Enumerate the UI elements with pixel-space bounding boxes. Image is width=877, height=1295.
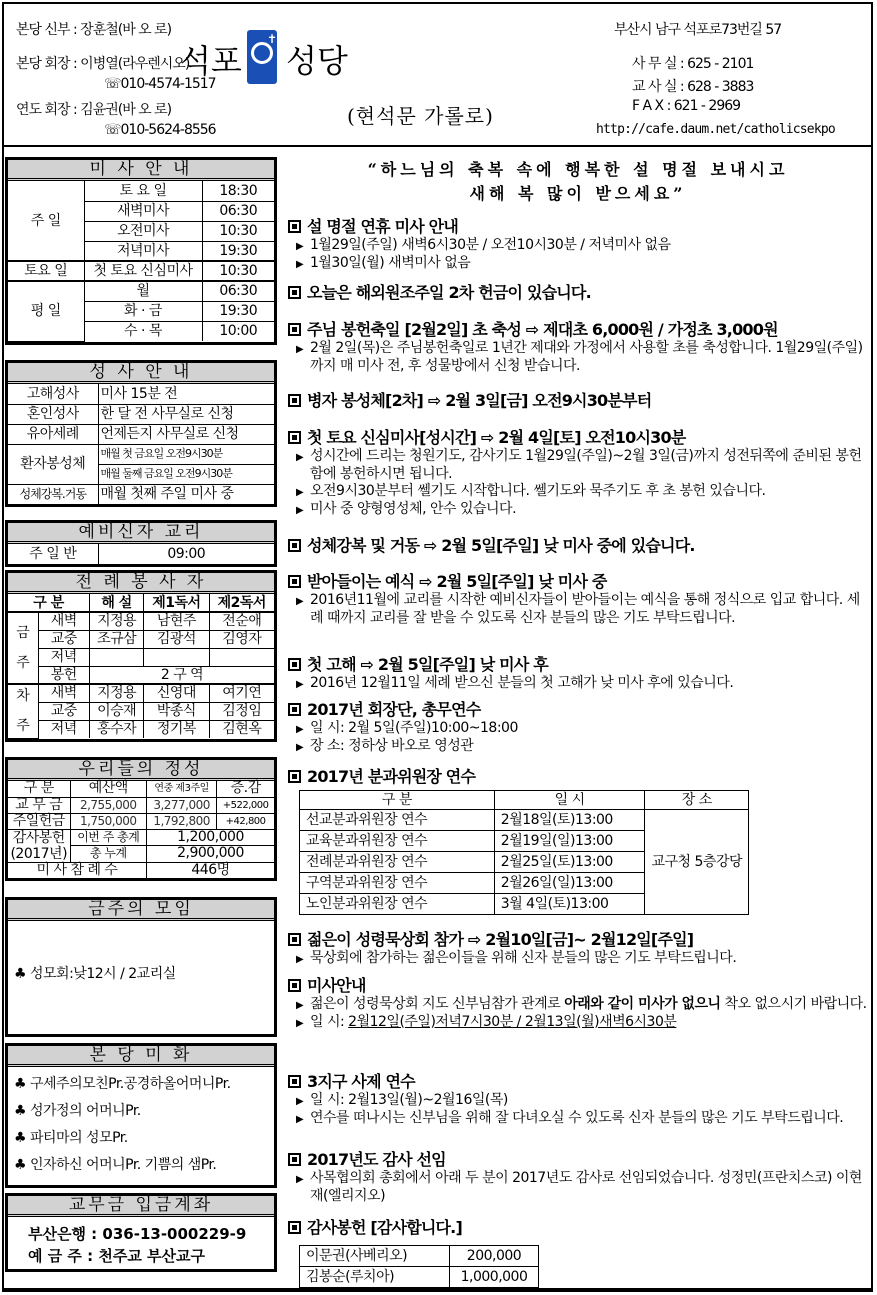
bullet-text: 장 소: 정하상 바오로 영성관 bbox=[310, 738, 474, 754]
yeondo-label: 연도 회장 : bbox=[16, 102, 77, 118]
bullet-item bbox=[288, 1170, 868, 1205]
donor-amount: 200,000 bbox=[450, 1246, 539, 1267]
announcement-section bbox=[288, 655, 868, 693]
sacrament-box bbox=[5, 360, 277, 507]
bullet-item bbox=[288, 483, 868, 501]
server-name: 정기복 bbox=[144, 720, 209, 738]
server-name: 여기연 bbox=[209, 684, 274, 702]
bullet-text: 2월 2일(목)은 주님봉헌축일로 1년간 제대와 가정에서 사용할 초를 축성합니다. 1월29일(주일)까지 매 미사 전, 후 성물방에서 신청 받습니다. bbox=[310, 340, 863, 374]
col-header: 구 분 bbox=[300, 791, 495, 810]
bullet-item bbox=[288, 1092, 868, 1110]
mass-schedule-box bbox=[5, 157, 277, 345]
square-bullet-icon bbox=[288, 286, 301, 299]
sacrament-info: 언제든지 사무실로 신청 bbox=[98, 424, 274, 444]
section-title bbox=[288, 217, 868, 237]
section-title bbox=[288, 428, 868, 448]
section-title-text: 젊은이 성령묵상회 참가 ⇨ 2월10일[금]~ 2월12일[주일] bbox=[307, 930, 694, 949]
announcement-section bbox=[288, 700, 868, 756]
flower-item: ♣ 성가정의 어머니Pr. bbox=[14, 1103, 141, 1119]
service-slot: 교중 bbox=[38, 702, 90, 720]
bullet-text: 묵상회에 참가하는 젊은이들을 위해 신자 분들의 많은 기도 부탁드립니다. bbox=[310, 950, 737, 966]
training-name: 선교분과위원장 연수 bbox=[300, 810, 495, 831]
church-title-left: 석포 bbox=[180, 42, 242, 80]
catechumen-box bbox=[5, 520, 277, 567]
change: +522,000 bbox=[217, 797, 274, 813]
service-slot: 새벽 bbox=[38, 612, 90, 630]
cafe-link[interactable]: http://cafe.daum.net/catholicsekpo bbox=[596, 122, 835, 137]
training-row bbox=[300, 810, 749, 831]
priest-name: 장훈철(바 오 로) bbox=[80, 22, 172, 38]
training-date: 3월 4일(토)13:00 bbox=[494, 894, 645, 915]
bullet-text: 아래와 같이 미사가 없으니 bbox=[564, 996, 721, 1012]
col-header: 해 설 bbox=[90, 594, 144, 612]
section-title bbox=[288, 976, 868, 996]
bullet-text: 미사 중 양형영성체, 안수 있습니다. bbox=[310, 501, 517, 517]
mass-time: 10:30 bbox=[202, 221, 274, 241]
flower-item: ♣ 구세주의모친Pr.공경하올어머니Pr. bbox=[14, 1076, 231, 1092]
donor-amount: 1,000,000 bbox=[450, 1267, 539, 1288]
total-label: 총 누계 bbox=[70, 846, 147, 863]
header bbox=[4, 4, 871, 147]
thanks-offering-label bbox=[8, 829, 70, 862]
bullet-item bbox=[288, 996, 868, 1014]
contact-value: 621 - 2969 bbox=[673, 98, 741, 114]
mass-schedule-table bbox=[8, 181, 274, 342]
bullet-item bbox=[288, 592, 868, 627]
president bbox=[16, 53, 189, 73]
col-header: 구 분 bbox=[8, 781, 70, 797]
contact-label: 사 무 실 : bbox=[632, 56, 684, 72]
bank-account: 부산은행 : 036-13-000229-9 bbox=[28, 1225, 247, 1243]
triangle-bullet-icon: ▶ bbox=[296, 596, 304, 607]
sacrament-info: 한 달 전 사무실로 신청 bbox=[98, 404, 274, 424]
bullet-text: 2016년 12월11일 세례 받으신 분들의 첫 고해가 낮 미사 후에 있습니다. bbox=[310, 675, 734, 691]
mass-name: 새벽미사 bbox=[84, 201, 202, 221]
sacrament-table bbox=[8, 384, 274, 504]
server-name: 홍수자 bbox=[90, 720, 144, 738]
announcement-section bbox=[288, 1072, 868, 1128]
greeting-line: 새해 복 많이 받으세요” bbox=[469, 184, 687, 203]
section-title-text: 설 명절 연휴 미사 안내 bbox=[307, 217, 458, 236]
attendance-label: 미 사 참 례 수 bbox=[8, 862, 147, 878]
server-name: 신영대 bbox=[144, 684, 209, 702]
bullet-text: 일 시: bbox=[310, 1014, 349, 1030]
bullet-item bbox=[288, 340, 868, 375]
donor-table-wrap bbox=[299, 1245, 539, 1288]
contact-label: F A X : bbox=[632, 98, 671, 114]
liturgy-box bbox=[5, 570, 277, 742]
church-title-right: 성당 bbox=[286, 42, 348, 80]
flower-box bbox=[5, 1043, 277, 1188]
attendance-value: 446명 bbox=[147, 862, 275, 878]
bullet-text: 성시간에 드리는 청원기도, 감사기도 1월29일(주일)~2월 3일(금)까지 성전뒤쪽에 준비된 봉헌함에 봉헌하시면 됩니다. bbox=[310, 448, 862, 482]
col-header: 제1독서 bbox=[144, 594, 209, 612]
square-bullet-icon bbox=[288, 575, 301, 588]
flower-title: 본 당 미 화 bbox=[8, 1046, 274, 1067]
section-title-text: 첫 고해 ⇨ 2월 5일[주일] 낮 미사 후 bbox=[307, 655, 548, 674]
square-bullet-icon bbox=[288, 394, 301, 407]
training-name: 구역분과위원장 연수 bbox=[300, 873, 495, 894]
bullet-text: 사목협의회 총회에서 아래 두 분이 2017년도 감사로 선임되었습니다. 성정민(프란치스코) 이현재(엘리지오) bbox=[310, 1170, 862, 1204]
section-title bbox=[288, 572, 868, 592]
meeting-box bbox=[5, 897, 277, 1037]
training-name: 교육분과위원장 연수 bbox=[300, 831, 495, 852]
server-name: 박종식 bbox=[144, 702, 209, 720]
announcement-section bbox=[288, 217, 868, 273]
mass-name: 수 · 목 bbox=[84, 321, 202, 341]
training-table bbox=[299, 790, 749, 915]
flower-item: ♣ 파티마의 성모Pr. bbox=[14, 1130, 128, 1146]
mass-name: 화 · 금 bbox=[84, 301, 202, 321]
bullet-item bbox=[288, 675, 868, 693]
actual: 3,277,000 bbox=[147, 797, 217, 813]
group-saturday: 토요 일 bbox=[8, 261, 84, 281]
mass-name: 저녁미사 bbox=[84, 241, 202, 261]
training-place: 교구청 5층강당 bbox=[645, 810, 749, 915]
new-year-greeting bbox=[288, 158, 868, 206]
triangle-bullet-icon: ▶ bbox=[296, 1000, 304, 1011]
triangle-bullet-icon: ▶ bbox=[296, 679, 304, 690]
announcement-section bbox=[288, 1218, 868, 1238]
section-title-text: 주님 봉헌축일 [2월2일] 초 축성 ⇨ 제대초 6,000원 / 가정초 3,000원 bbox=[307, 320, 778, 339]
bullet-text: 일 시: 2월 5일(주일)10:00~18:00 bbox=[310, 720, 518, 736]
bullet-item bbox=[288, 738, 868, 756]
section-title bbox=[288, 1218, 868, 1238]
announcement-section bbox=[288, 976, 868, 1032]
sacrament-info: 매월 첫째 주일 미사 중 bbox=[98, 484, 274, 504]
service-slot: 새벽 bbox=[38, 684, 90, 702]
week-label: 이번 주 총계 bbox=[70, 829, 147, 846]
mass-time: 19:30 bbox=[202, 301, 274, 321]
bullet-text: 1월30일(월) 새벽미사 없음 bbox=[310, 255, 471, 271]
section-title bbox=[288, 700, 868, 720]
bullet-text: 젊은이 성령묵상회 지도 신부님참가 관계로 bbox=[310, 996, 565, 1012]
mass-name: 토 요 일 bbox=[84, 181, 202, 201]
offering-category: 교 무 금 bbox=[8, 797, 70, 813]
contact-teacher bbox=[632, 76, 753, 96]
announcement-section bbox=[288, 930, 868, 968]
server-name: 지정용 bbox=[90, 612, 144, 630]
mass-schedule-title: 미 사 안 내 bbox=[8, 160, 274, 181]
meeting-title: 금주의 모임 bbox=[8, 900, 274, 921]
group-sunday: 주 일 bbox=[8, 181, 84, 261]
square-bullet-icon bbox=[288, 770, 301, 783]
contact-fax bbox=[632, 98, 740, 114]
president-phone: ☏010-4574-1517 bbox=[104, 76, 216, 92]
col-header: 제2독서 bbox=[209, 594, 274, 612]
square-bullet-icon bbox=[288, 220, 301, 233]
triangle-bullet-icon: ▶ bbox=[296, 1174, 304, 1185]
section-title bbox=[288, 655, 868, 675]
bullet-item bbox=[288, 501, 868, 519]
triangle-bullet-icon: ▶ bbox=[296, 241, 304, 252]
triangle-bullet-icon: ▶ bbox=[296, 487, 304, 498]
section-title bbox=[288, 536, 868, 556]
mass-name: 오전미사 bbox=[84, 221, 202, 241]
sacrament-title: 성 사 안 내 bbox=[8, 363, 274, 384]
bullet-item bbox=[288, 1014, 868, 1032]
actual: 1,792,800 bbox=[147, 813, 217, 829]
sacrament-name: 유아세례 bbox=[8, 424, 98, 444]
mass-time: 18:30 bbox=[202, 181, 274, 201]
bullet-text: 오전9시30분부터 쎌기도 시작합니다. 쎌기도와 묵주기도 후 초 봉헌 있습니다. bbox=[310, 483, 766, 499]
account-holder: 예 금 주 : 천주교 부산교구 bbox=[28, 1247, 206, 1265]
sacrament-name: 환자봉성체 bbox=[8, 444, 98, 484]
thanks-label: 감사봉헌 bbox=[12, 829, 65, 846]
catechumen-time: 09:00 bbox=[98, 544, 274, 564]
training-table-wrap bbox=[299, 790, 749, 915]
donor-name: 이문권(사베리오) bbox=[300, 1246, 450, 1267]
training-date: 2월25일(토)13:00 bbox=[494, 852, 645, 873]
bullet-text: 2월12일(주일)저녁7시30분 / 2월13일(월)새벽6시30분 bbox=[348, 1014, 677, 1030]
service-slot: 저녁 bbox=[38, 648, 90, 666]
server-name: 조규삼 bbox=[90, 630, 144, 648]
training-date: 2월26일(일)13:00 bbox=[494, 873, 645, 894]
mass-time: 10:30 bbox=[202, 261, 274, 281]
square-bullet-icon bbox=[288, 539, 301, 552]
section-title-text: 2017년 분과위원장 연수 bbox=[307, 767, 476, 786]
budget: 2,755,000 bbox=[70, 797, 147, 813]
yeondo-phone: ☏010-5624-8556 bbox=[104, 122, 216, 138]
account-title: 교무금 입금계좌 bbox=[8, 1196, 274, 1217]
server-name: 김영자 bbox=[209, 630, 274, 648]
section-title-text: 받아들이는 예식 ⇨ 2월 5일[주일] 낮 미사 중 bbox=[307, 572, 607, 591]
contact-value: 628 - 3883 bbox=[687, 79, 754, 95]
server-name: 김광석 bbox=[144, 630, 209, 648]
section-title bbox=[288, 1072, 868, 1092]
sacrament-info: 매월 둘째 금요일 오전9시30분 bbox=[98, 464, 274, 484]
server-name bbox=[90, 648, 144, 666]
triangle-bullet-icon: ▶ bbox=[296, 1096, 304, 1107]
church-logo: ✝ bbox=[247, 30, 277, 84]
server-name: 지정용 bbox=[90, 684, 144, 702]
section-title-text: 2017년도 감사 선임 bbox=[307, 1150, 446, 1169]
total-value: 2,900,000 bbox=[147, 846, 275, 863]
group-weekday: 평 일 bbox=[8, 281, 84, 341]
square-bullet-icon bbox=[288, 1075, 301, 1088]
square-bullet-icon bbox=[288, 703, 301, 716]
triangle-bullet-icon: ▶ bbox=[296, 1018, 304, 1029]
liturgy-title: 전 례 봉 사 자 bbox=[8, 573, 274, 594]
sacrament-name: 성체강복.거동 bbox=[8, 484, 98, 504]
bullet-item bbox=[288, 1110, 868, 1128]
address: 부산시 남구 석포로73번길 57 bbox=[614, 22, 782, 38]
change: +42,800 bbox=[217, 813, 274, 829]
col-header: 예산액 bbox=[70, 781, 147, 797]
meeting-item: ♣ 성모회:낮12시 / 2교리실 bbox=[14, 966, 176, 982]
square-bullet-icon bbox=[288, 658, 301, 671]
col-header: 장 소 bbox=[645, 791, 749, 810]
server-name bbox=[144, 648, 209, 666]
square-bullet-icon bbox=[288, 323, 301, 336]
offering-table bbox=[8, 781, 274, 878]
bullet-text: 일 시: 2월13일(월)~2월16일(목) bbox=[310, 1092, 508, 1108]
yeondo-name: 김윤권(바 오 로) bbox=[80, 102, 172, 118]
announcement-section bbox=[288, 536, 868, 556]
offering-district: 2 구 역 bbox=[90, 666, 274, 684]
announcement-section bbox=[288, 283, 868, 303]
contact-value: 625 - 2101 bbox=[687, 56, 754, 72]
triangle-bullet-icon: ▶ bbox=[296, 505, 304, 516]
announcement-section bbox=[288, 320, 868, 375]
col-header: 증.감 bbox=[217, 781, 274, 797]
training-date: 2월19일(일)13:00 bbox=[494, 831, 645, 852]
training-name: 노인분과위원장 연수 bbox=[300, 894, 495, 915]
square-bullet-icon bbox=[288, 1153, 301, 1166]
triangle-bullet-icon: ▶ bbox=[296, 1114, 304, 1125]
triangle-bullet-icon: ▶ bbox=[296, 452, 304, 463]
server-name: 전순애 bbox=[209, 612, 274, 630]
service-slot: 봉헌 bbox=[38, 666, 90, 684]
donor-row bbox=[300, 1246, 539, 1267]
priest bbox=[16, 19, 171, 39]
server-name: 김정임 bbox=[209, 702, 274, 720]
section-title-text: 성체강복 및 거동 ⇨ 2월 5일[주일] 낮 미사 중에 있습니다. bbox=[307, 536, 695, 555]
contact-label: 교 사 실 : bbox=[632, 79, 684, 95]
president-label: 본당 회장 : bbox=[16, 56, 77, 72]
offering-title: 우리들의 정성 bbox=[8, 760, 274, 781]
server-name: 김현옥 bbox=[209, 720, 274, 738]
section-title-text: 미사안내 bbox=[307, 976, 366, 995]
mass-time: 19:30 bbox=[202, 241, 274, 261]
section-title-text: 첫 토요 신심미사[성시간] ⇨ 2월 4일[토] 오전10시30분 bbox=[307, 428, 686, 447]
section-title bbox=[288, 283, 868, 303]
section-title bbox=[288, 930, 868, 950]
triangle-bullet-icon: ▶ bbox=[296, 954, 304, 965]
service-slot: 교중 bbox=[38, 630, 90, 648]
section-title bbox=[288, 1150, 868, 1170]
announcement-section bbox=[288, 1150, 868, 1205]
section-title-text: 3지구 사제 연수 bbox=[307, 1072, 415, 1091]
triangle-bullet-icon: ▶ bbox=[296, 344, 304, 355]
col-header: 연중 제3주일 bbox=[147, 781, 217, 797]
section-title-text: 병자 봉성체[2차] ⇨ 2월 3일[금] 오전9시30분부터 bbox=[307, 391, 652, 410]
yeondo bbox=[16, 99, 171, 119]
donor-row bbox=[300, 1267, 539, 1288]
mass-name: 월 bbox=[84, 281, 202, 301]
thanks-year: (2017년) bbox=[10, 845, 68, 862]
budget: 1,750,000 bbox=[70, 813, 147, 829]
offering-category: 주일헌금 bbox=[8, 813, 70, 829]
greeting-line: “하느님의 축복 속에 행복한 설 명절 보내시고 bbox=[367, 160, 789, 179]
service-slot: 저녁 bbox=[38, 720, 90, 738]
training-name: 전례분과위원장 연수 bbox=[300, 852, 495, 873]
donor-name: 김봉순(루치아) bbox=[300, 1267, 450, 1288]
sacrament-info: 매월 첫 금요일 오전9시30분 bbox=[98, 444, 274, 464]
donor-table bbox=[299, 1245, 539, 1288]
section-title bbox=[288, 320, 868, 340]
section-title-text: 2017년 회장단, 총무연수 bbox=[307, 700, 481, 719]
triangle-bullet-icon: ▶ bbox=[296, 724, 304, 735]
mass-name: 첫 토요 신심미사 bbox=[84, 261, 202, 281]
next-week-label: 차 주 bbox=[8, 684, 38, 738]
priest-label: 본당 신부 : bbox=[16, 22, 77, 38]
church-subtitle: (현석문 가롤로) bbox=[347, 104, 494, 128]
sacrament-info: 미사 15분 전 bbox=[98, 384, 274, 404]
bullet-item bbox=[288, 950, 868, 968]
bullet-text: 2016년11월에 교리를 시작한 예비신자들이 받아들이는 예식을 통해 정식으로 입교 합니다. 세례 때까지 교리를 잘 받을 수 있도록 신자 분들의 많은 기도 부탁드립니다. bbox=[310, 592, 860, 626]
bullet-item bbox=[288, 237, 868, 255]
mass-time: 06:30 bbox=[202, 201, 274, 221]
president-name: 이병열(라우렌시오) bbox=[80, 56, 190, 72]
catechumen-class: 주 일 반 bbox=[8, 544, 98, 564]
offering-box bbox=[5, 757, 277, 881]
triangle-bullet-icon: ▶ bbox=[296, 742, 304, 753]
week-value: 1,200,000 bbox=[147, 829, 275, 846]
announcement-section bbox=[288, 428, 868, 519]
announcement-section bbox=[288, 572, 868, 627]
announcement-section bbox=[288, 391, 868, 411]
sacrament-name: 혼인성사 bbox=[8, 404, 98, 424]
liturgy-table bbox=[8, 594, 274, 739]
bullet-text: 착오 없으시기 바랍니다. bbox=[720, 996, 867, 1012]
square-bullet-icon bbox=[288, 933, 301, 946]
section-title bbox=[288, 767, 868, 787]
contact-office bbox=[632, 53, 753, 73]
square-bullet-icon bbox=[288, 979, 301, 992]
mass-time: 10:00 bbox=[202, 321, 274, 341]
training-date: 2월18일(토)13:00 bbox=[494, 810, 645, 831]
bullet-item bbox=[288, 448, 868, 483]
flower-item: ♣ 인자하신 어머니Pr. 기쁨의 샘Pr. bbox=[14, 1157, 217, 1173]
bullet-item bbox=[288, 720, 868, 738]
server-name: 이승재 bbox=[90, 702, 144, 720]
section-title bbox=[288, 391, 868, 411]
square-bullet-icon bbox=[288, 431, 301, 444]
announcement-section bbox=[288, 767, 868, 787]
bullet-item bbox=[288, 255, 868, 273]
col-header: 구 분 bbox=[8, 594, 90, 612]
server-name: 남현주 bbox=[144, 612, 209, 630]
col-header: 일 시 bbox=[494, 791, 645, 810]
square-bullet-icon bbox=[288, 1221, 301, 1234]
sacrament-name: 고해성사 bbox=[8, 384, 98, 404]
mass-time: 06:30 bbox=[202, 281, 274, 301]
server-name bbox=[209, 648, 274, 666]
this-week-label: 금 주 bbox=[8, 612, 38, 684]
bullet-text: 1월29일(주일) 새벽6시30분 / 오전10시30분 / 저녁미사 없음 bbox=[310, 237, 671, 253]
bullet-text: 연수를 떠나시는 신부님을 위해 잘 다녀오실 수 있도록 신자 분들의 많은 기도 부탁드립니다. bbox=[310, 1110, 844, 1126]
triangle-bullet-icon: ▶ bbox=[296, 259, 304, 270]
catechumen-title: 예비신자 교리 bbox=[8, 523, 274, 544]
account-box bbox=[5, 1193, 277, 1272]
section-title-text: 감사봉헌 [감사합니다.] bbox=[307, 1218, 462, 1237]
section-title-text: 오늘은 해외원조주일 2차 헌금이 있습니다. bbox=[307, 283, 591, 302]
